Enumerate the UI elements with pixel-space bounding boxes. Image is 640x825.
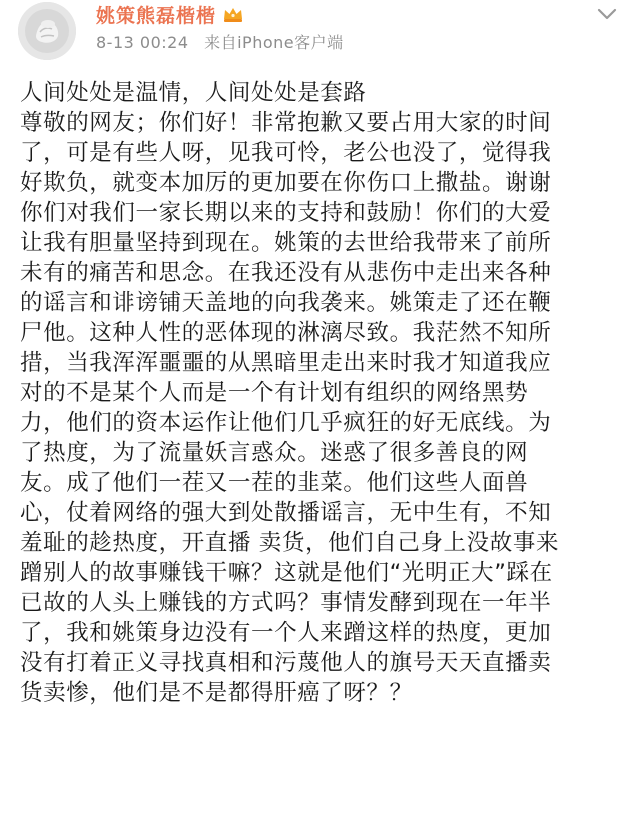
post-text-line: 蹭别人的故事赚钱干嘛？这就是他们“光明正大”踩在: [20, 560, 553, 586]
post-text-line: 力，他们的资本运作让他们几乎疯狂的好无底线。为: [20, 410, 552, 436]
avatar-image: [18, 2, 76, 60]
post-text-line: 友。成了他们一茬又一茬的韭菜。他们这些人面兽: [20, 470, 529, 496]
post-text-line: 尸他。这种人性的恶体现的淋漓尽致。我茫然不知所: [20, 320, 552, 346]
post-text-line: 对的不是某个人而是一个有计划有组织的网络黑势: [20, 380, 529, 406]
vip-crown-icon: [222, 5, 244, 23]
post-text-line: 人间处处是温情，人间处处是套路: [20, 80, 367, 106]
post-menu-button[interactable]: [594, 4, 620, 24]
post-text-line: 心，仗着网络的强大到处散播谣言，无中生有，不知: [20, 500, 552, 526]
author-name[interactable]: 姚策熊磊楷楷: [96, 4, 217, 27]
post-text-line: 尊敬的网友；你们好！非常抱歉又要占用大家的时间: [20, 110, 552, 136]
post-text-line: 措，当我浑浑噩噩的从黑暗里走出来时我才知道我应: [20, 350, 552, 376]
post-text-line: 未有的痛苦和思念。在我还没有从悲伤中走出来各种: [20, 260, 552, 286]
post-text-line: 了，可是有些人呀，见我可怜，老公也没了，觉得我: [20, 140, 552, 166]
author-row: [96, 0, 244, 28]
post-timestamp: 8-13 00:24: [96, 33, 189, 52]
post-text-line: 好欺负，就变本加厉的更加要在你伤口上撒盐。谢谢: [20, 170, 552, 196]
post-header: [0, 0, 640, 70]
chevron-down-icon: [594, 4, 620, 24]
post-text-line: 让我有胆量坚持到现在。姚策的去世给我带来了前所: [20, 230, 552, 256]
post-text-line: 货卖惨，他们是不是都得肝癌了呀？？: [20, 680, 413, 706]
post-content: [20, 78, 626, 708]
post-source: 来自iPhone客户端: [204, 33, 344, 52]
avatar[interactable]: [18, 2, 76, 60]
post-text-line: 的谣言和诽谤铺天盖地的向我袭来。姚策走了还在鞭: [20, 290, 552, 316]
post-text-line: 没有打着正义寻找真相和污蔑他人的旗号天天直播卖: [20, 650, 552, 676]
post-text-line: 了，我和姚策身边没有一个人来蹭这样的热度，更加: [20, 620, 552, 646]
post-meta: [96, 30, 354, 53]
post-text-line: 你们对我们一家长期以来的支持和鼓励！你们的大爱: [20, 200, 552, 226]
post-text-line: 已故的人头上赚钱的方式吗？事情发酵到现在一年半: [20, 590, 552, 616]
post-text-line: 羞耻的趁热度，开直播 卖货，他们自己身上没故事来: [20, 530, 560, 556]
post-text-line: 了热度，为了流量妖言惑众。迷惑了很多善良的网: [20, 440, 529, 466]
